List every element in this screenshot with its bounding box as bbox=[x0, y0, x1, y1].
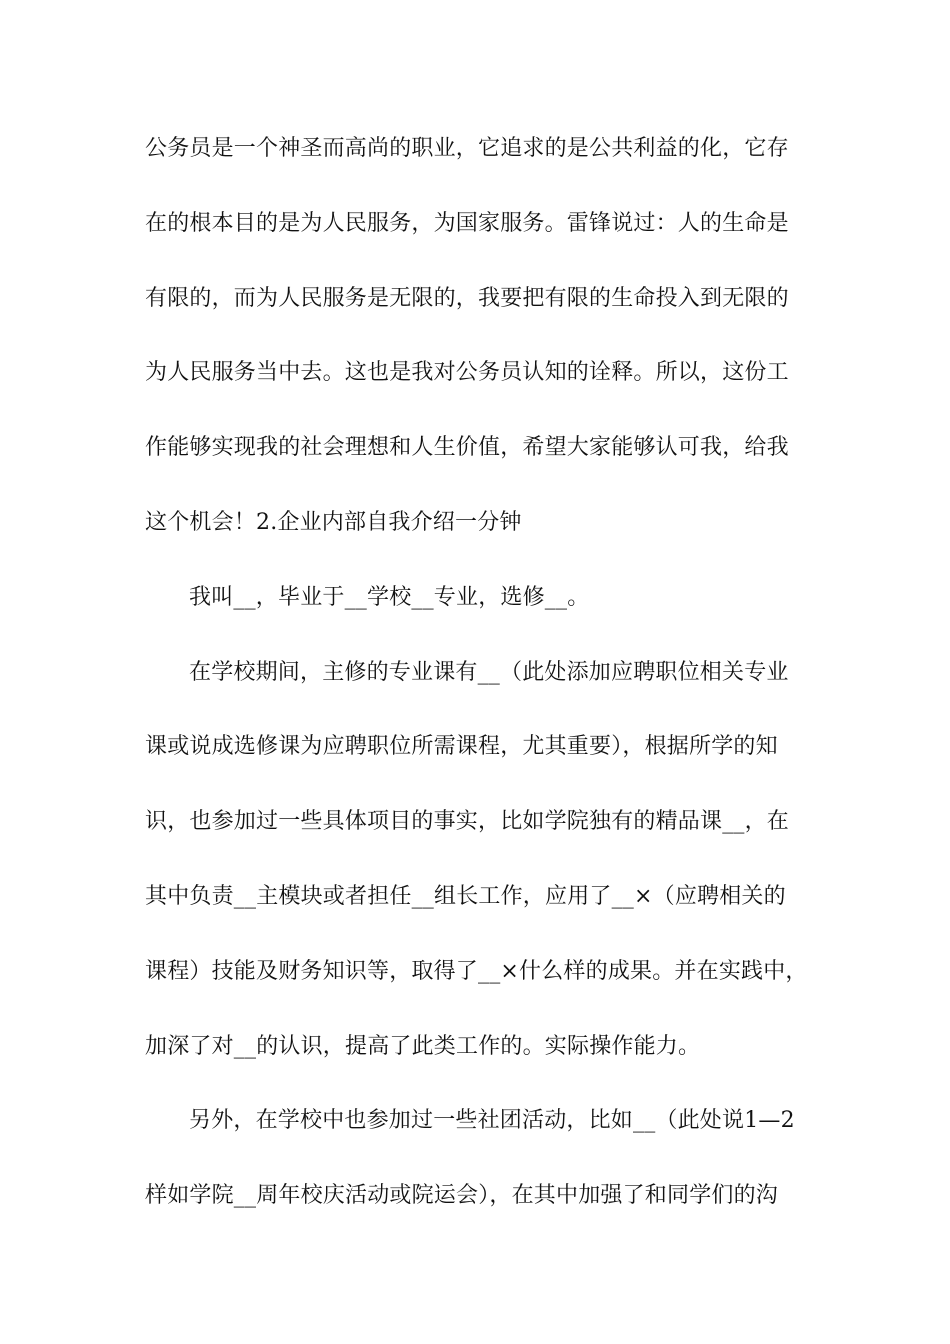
text-line-10: 识，也参加过一些具体项目的事实，比如学院独有的精品课__，在 bbox=[145, 809, 790, 835]
text-line-5: 作能够实现我的社会理想和人生价值，希望大家能够认可我，给我 bbox=[145, 435, 789, 461]
body-text bbox=[145, 127, 810, 1249]
text-line-6: 这个机会！2.企业内部自我介绍一分钟 bbox=[145, 509, 522, 535]
text-line-1: 公务员是一个神圣而高尚的职业，它追求的是公共利益的化，它存 bbox=[145, 136, 789, 161]
text-line-15: 样如学院__周年校庆活动或院运会），在其中加强了和同学们的沟 bbox=[145, 1183, 779, 1209]
text-line-7: 我叫__，毕业于__学校__专业，选修__。 bbox=[189, 584, 590, 610]
text-line-9: 课或说成选修课为应聘职位所需课程，尤其重要），根据所学的知 bbox=[145, 734, 778, 760]
text-line-13: 加深了对__的认识，提高了此类工作的。实际操作能力。 bbox=[145, 1033, 701, 1059]
text-line-8: 在学校期间，主修的专业课有__（此处添加应聘职位相关专业 bbox=[189, 659, 789, 685]
text-line-12: 课程）技能及财务知识等，取得了__×什么样的成果。并在实践中， bbox=[145, 958, 808, 984]
text-line-2: 在的根本目的是为人民服务，为国家服务。雷锋说过：人的生命是 bbox=[145, 210, 789, 236]
text-line-4: 为人民服务当中去。这也是我对公务员认知的诠释。所以，这份工 bbox=[145, 360, 789, 386]
text-line-11: 其中负责__主模块或者担任__组长工作，应用了__×（应聘相关的 bbox=[145, 883, 786, 909]
text-line-14: 另外，在学校中也参加过一些社团活动，比如__（此处说1—2 bbox=[189, 1108, 795, 1134]
text-line-3: 有限的，而为人民服务是无限的，我要把有限的生命投入到无限的 bbox=[145, 285, 789, 311]
